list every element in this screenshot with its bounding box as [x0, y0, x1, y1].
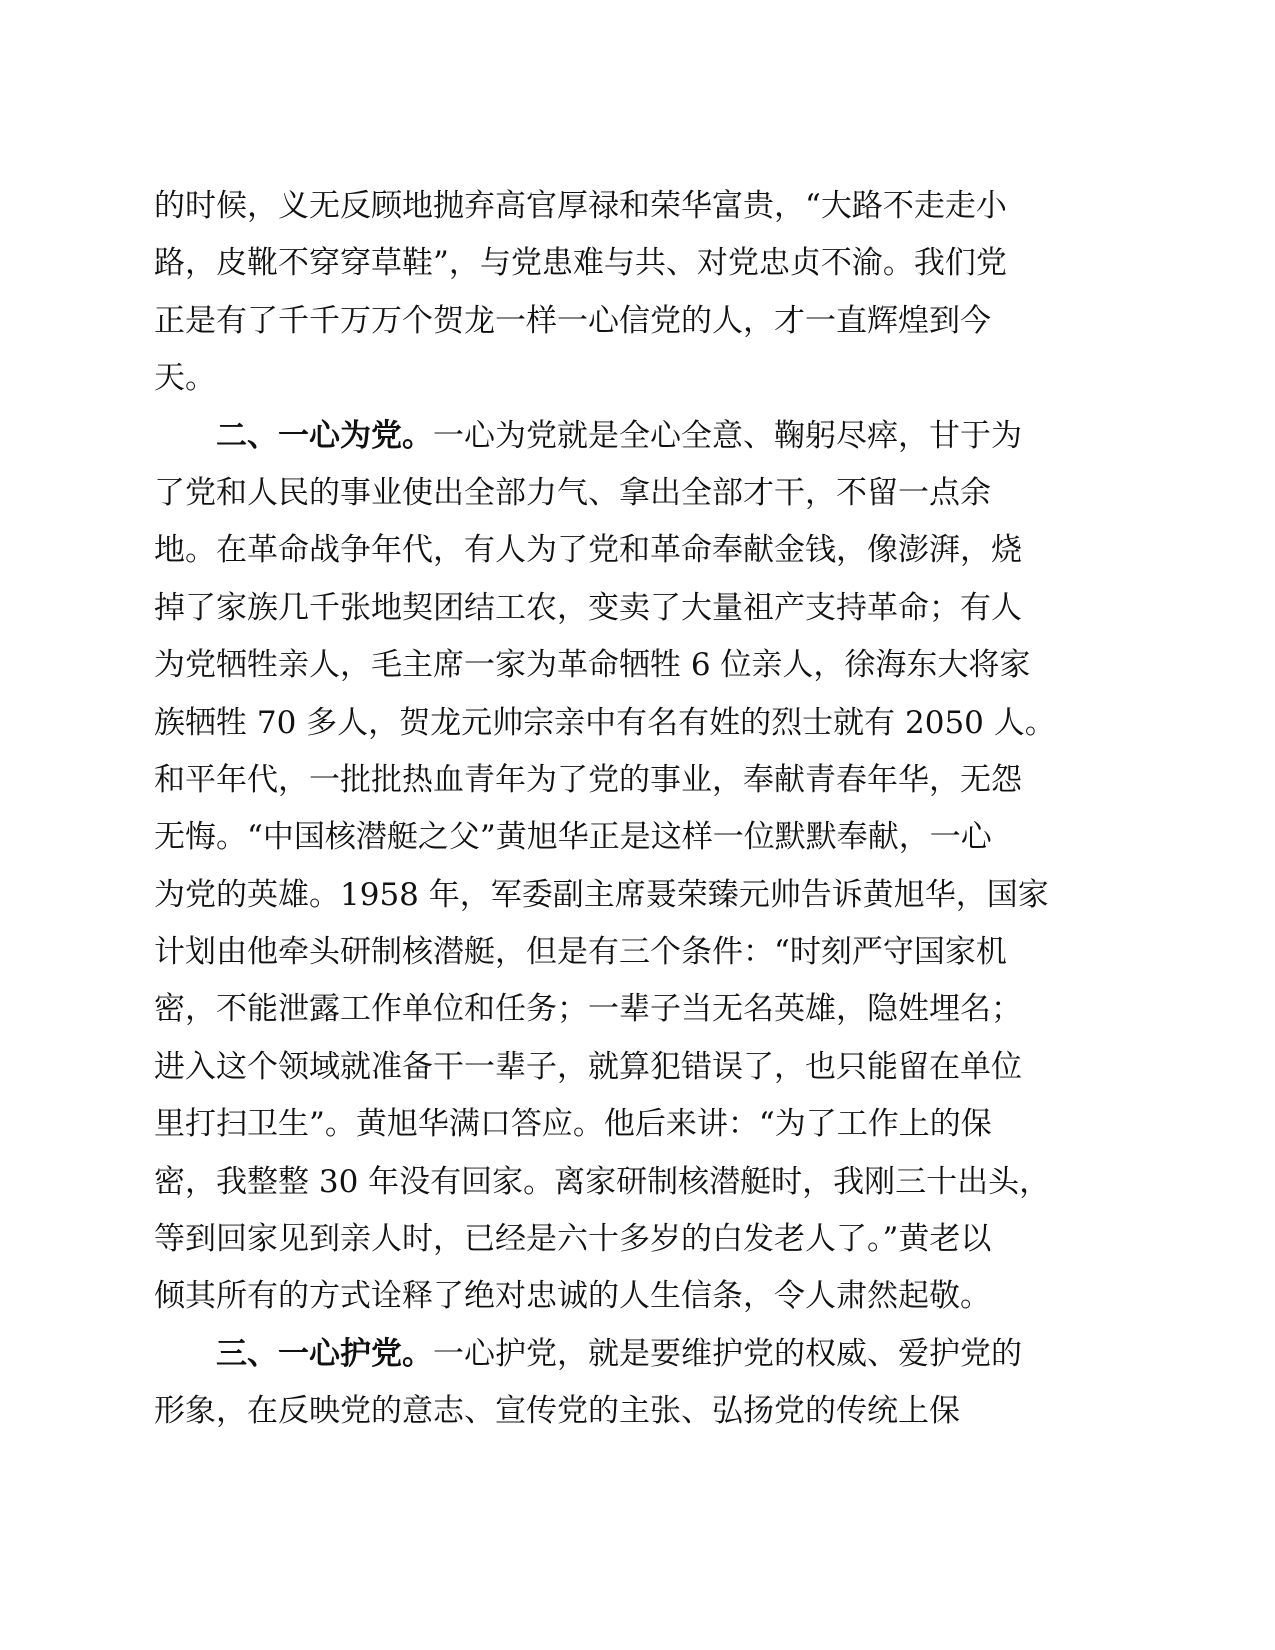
- section-2-intro-text: 一心为党就是全心全意、鞠躬尽瘁，甘于为: [433, 417, 1022, 454]
- text-line: 计划由他牵头研制核潜艇，但是有三个条件：“时刻严守国家机: [154, 934, 1007, 971]
- text-line: 的时候，义无反顾地抛弃高官厚禄和荣华富贵，“大路不走走小: [154, 188, 1007, 224]
- text-line: 密，不能泄露工作单位和任务；一辈子当无名英雄，隐姓埋名；: [154, 991, 1022, 1028]
- text-line: 地。在革命战争年代，有人为了党和革命奉献金钱，像澎湃，烧: [154, 532, 1022, 569]
- text-line: 了党和人民的事业使出全部力气、拿出全部才干，不留一点余: [154, 474, 991, 511]
- text-line: 无悔。“中国核潜艇之父”黄旭华正是这样一位默默奉献，一心: [154, 819, 992, 856]
- text-line: 倾其所有的方式诠释了绝对忠诚的人生信条，令人肃然起敬。: [154, 1278, 991, 1315]
- text-line: 为党的英雄。1958 年，军委副主席聂荣臻元帅告诉黄旭华，国家: [154, 876, 1049, 913]
- text-line: 天。: [154, 360, 216, 397]
- text-line: 正是有了千千万万个贺龙一样一心信党的人，才一直辉煌到今: [154, 302, 991, 339]
- section-2-heading: 二、一心为党。: [216, 417, 433, 454]
- section-3-first-line: [154, 1326, 1084, 1383]
- text-line: 路，皮靴不穿穿草鞋”，与党患难与共、对党忠贞不渝。我们党: [154, 245, 1007, 282]
- section-3-heading: 三、一心护党。: [216, 1335, 433, 1372]
- text-line: 形象，在反映党的意志、宣传党的主张、弘扬党的传统上保: [154, 1393, 960, 1430]
- text-line: 进入这个领域就准备干一辈子，就算犯错误了，也只能留在单位: [154, 1048, 1022, 1085]
- section-2-first-line: [154, 408, 1084, 465]
- text-line: 族牺牲 70 多人，贺龙元帅宗亲中有名有姓的烈士就有 2050 人。: [154, 704, 1056, 741]
- text-line: 密，我整整 30 年没有回家。离家研制核潜艇时，我刚三十出头，: [154, 1163, 1051, 1200]
- document-body: [154, 178, 1084, 1441]
- text-line: 里打扫卫生”。黄旭华满口答应。他后来讲：“为了工作上的保: [154, 1106, 992, 1143]
- section-3-intro-text: 一心护党，就是要维护党的权威、爱护党的: [433, 1335, 1022, 1372]
- text-line: 掉了家族几千张地契团结工农，变卖了大量祖产支持革命；有人: [154, 589, 1022, 626]
- text-line: 和平年代，一批批热血青年为了党的事业，奉献青春年华，无怨: [154, 761, 1022, 798]
- text-line: 等到回家见到亲人时，已经是六十多岁的白发老人了。”黄老以: [154, 1221, 992, 1258]
- text-line: 为党牺牲亲人，毛主席一家为革命牺牲 6 位亲人，徐海东大将家: [154, 647, 1031, 684]
